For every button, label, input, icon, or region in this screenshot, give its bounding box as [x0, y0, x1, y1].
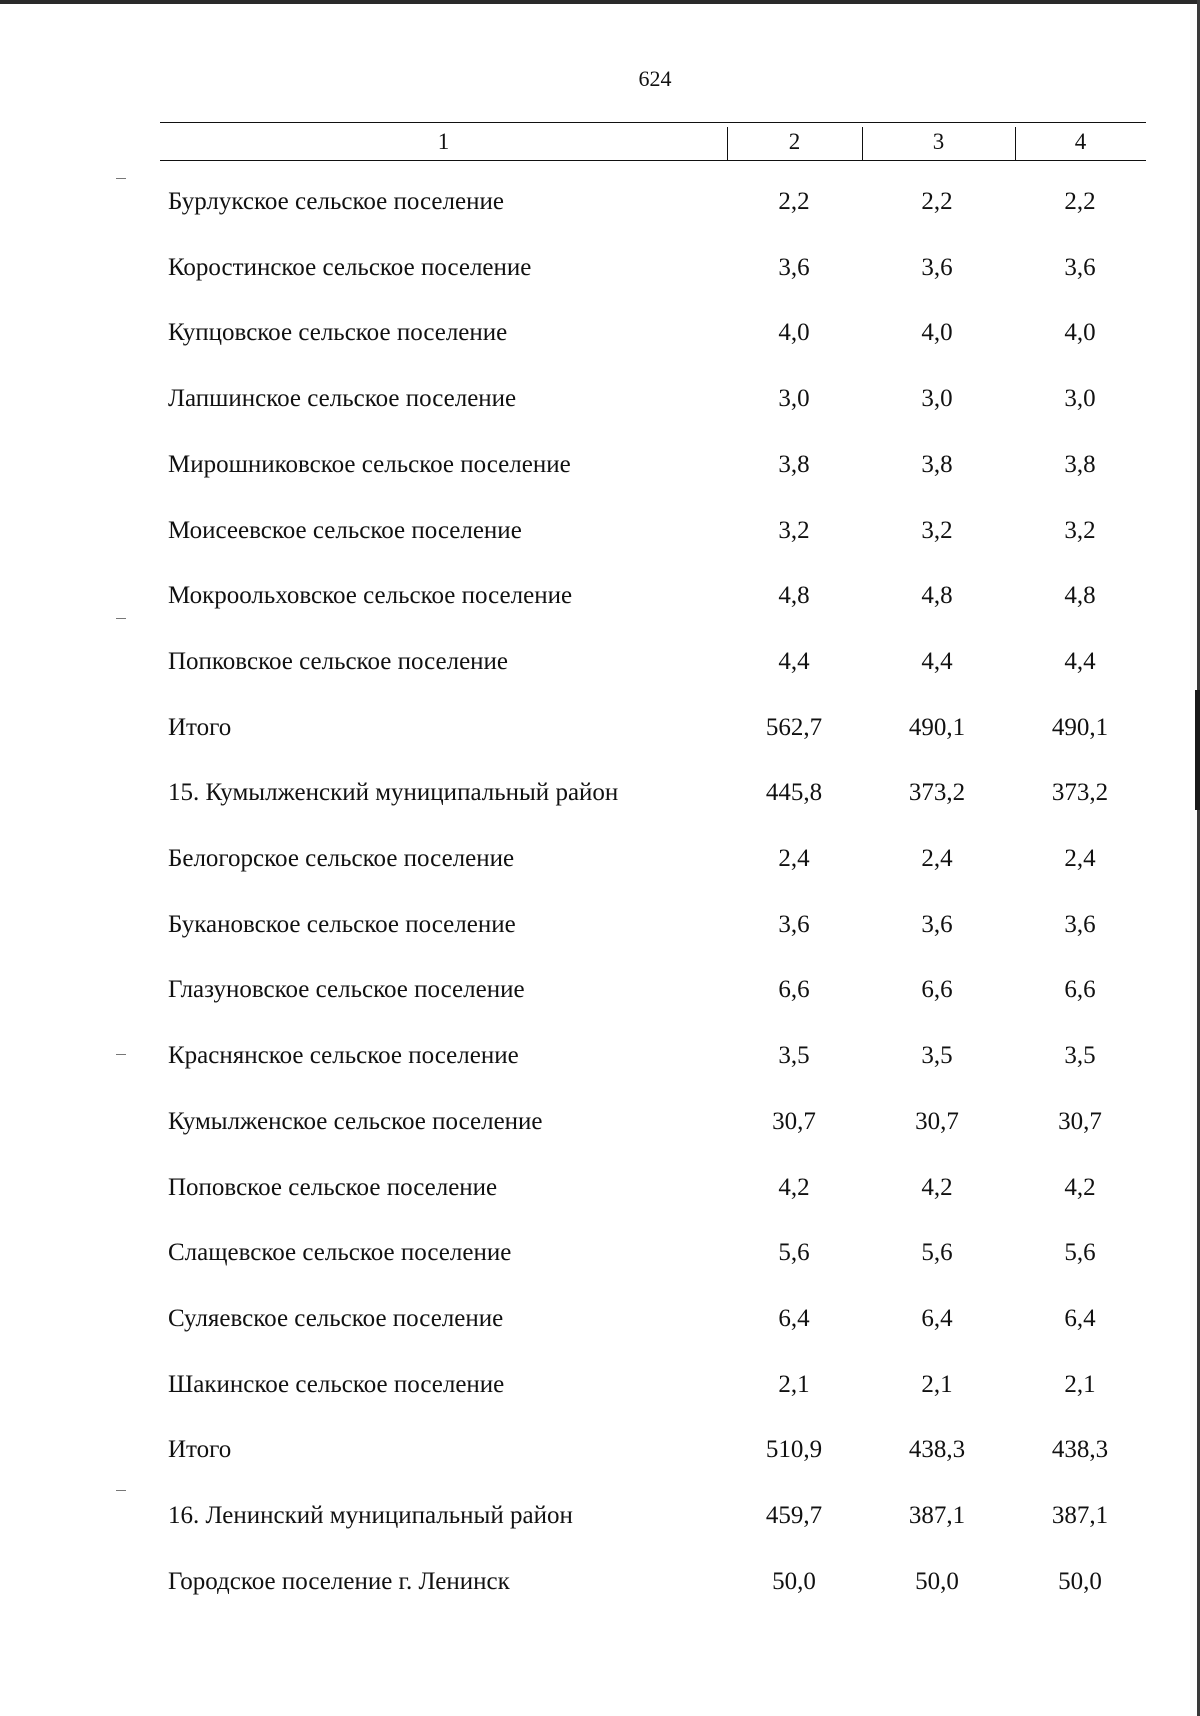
value-col-3: 3,6	[921, 254, 953, 281]
value-col-4: 438,3	[1051, 1436, 1109, 1463]
value-col-2: 6,6	[778, 976, 810, 1003]
value-col-4: 2,4	[1064, 845, 1096, 872]
table-row	[0, 1371, 1200, 1411]
table-row	[0, 1108, 1200, 1148]
row-label: Лапшинское сельское поселение	[168, 385, 517, 412]
value-col-4: 5,6	[1064, 1239, 1096, 1266]
value-col-3: 4,8	[921, 582, 953, 609]
row-label: Моисеевское сельское поселение	[168, 517, 522, 544]
value-col-2: 3,8	[778, 451, 810, 478]
value-col-2: 3,2	[778, 517, 810, 544]
value-col-3: 50,0	[915, 1568, 959, 1595]
row-label: Мокроольховское сельское поселение	[168, 582, 573, 609]
value-col-2: 2,4	[778, 845, 810, 872]
value-col-3: 373,2	[908, 779, 966, 806]
row-label: Попковское сельское поселение	[168, 648, 509, 675]
table-row	[0, 845, 1200, 885]
row-label: Итого	[168, 1436, 232, 1463]
value-col-4: 387,1	[1051, 1502, 1109, 1529]
row-label: Кумылженское сельское поселение	[168, 1108, 543, 1135]
column-header-2: 2	[788, 129, 801, 154]
row-label: Мирошниковское сельское поселение	[168, 451, 571, 478]
value-col-4: 4,8	[1064, 582, 1096, 609]
row-label: Коростинское сельское поселение	[168, 254, 532, 281]
row-label: 16. Ленинский муниципальный район	[168, 1502, 573, 1529]
value-col-4: 373,2	[1051, 779, 1109, 806]
row-label: Городское поселение г. Ленинск	[168, 1568, 510, 1595]
row-label: Белогорское сельское поселение	[168, 845, 515, 872]
table-row	[0, 1568, 1200, 1608]
row-label: Суляевское сельское поселение	[168, 1305, 504, 1332]
row-label: 15. Кумылженский муниципальный район	[168, 779, 619, 806]
row-label: Бурлукское сельское поселение	[168, 188, 504, 215]
table-row	[0, 714, 1200, 754]
value-col-3: 5,6	[921, 1239, 953, 1266]
value-col-3: 3,8	[921, 451, 953, 478]
value-col-2: 6,4	[778, 1305, 810, 1332]
row-label: Глазуновское сельское поселение	[168, 976, 525, 1003]
row-label: Букановское сельское поселение	[168, 911, 516, 938]
value-col-2: 3,6	[778, 254, 810, 281]
value-col-4: 3,6	[1064, 911, 1096, 938]
value-col-2: 445,8	[765, 779, 823, 806]
margin-tick	[116, 178, 126, 179]
value-col-4: 6,4	[1064, 1305, 1096, 1332]
row-label: Краснянское сельское поселение	[168, 1042, 519, 1069]
table-row	[0, 1305, 1200, 1345]
value-col-3: 4,4	[921, 648, 953, 675]
value-col-2: 2,2	[778, 188, 810, 215]
value-col-3: 6,4	[921, 1305, 953, 1332]
value-col-4: 2,2	[1064, 188, 1096, 215]
row-label: Поповское сельское поселение	[168, 1174, 498, 1201]
value-col-2: 3,6	[778, 911, 810, 938]
value-col-2: 3,0	[778, 385, 810, 412]
value-col-3: 30,7	[915, 1108, 959, 1135]
column-header-1: 1	[437, 129, 450, 154]
table-row	[0, 779, 1200, 819]
value-col-2: 2,1	[778, 1371, 810, 1398]
table-row	[0, 319, 1200, 359]
value-col-3: 3,6	[921, 911, 953, 938]
table-row	[0, 385, 1200, 425]
value-col-4: 3,0	[1064, 385, 1096, 412]
table-row	[0, 1436, 1200, 1476]
value-col-3: 387,1	[908, 1502, 966, 1529]
table-row	[0, 1174, 1200, 1214]
value-col-4: 3,6	[1064, 254, 1096, 281]
value-col-2: 50,0	[772, 1568, 816, 1595]
column-header-4: 4	[1074, 129, 1087, 154]
value-col-2: 30,7	[772, 1108, 816, 1135]
value-col-3: 3,2	[921, 517, 953, 544]
value-col-2: 459,7	[765, 1502, 823, 1529]
column-header-3: 3	[932, 129, 945, 154]
table-row	[0, 648, 1200, 688]
value-col-3: 4,0	[921, 319, 953, 346]
table-row	[0, 254, 1200, 294]
table-row	[0, 582, 1200, 622]
value-col-4: 30,7	[1058, 1108, 1102, 1135]
value-col-2: 4,4	[778, 648, 810, 675]
table-top-rule	[160, 122, 1146, 123]
row-label: Шакинское сельское поселение	[168, 1371, 505, 1398]
value-col-3: 2,4	[921, 845, 953, 872]
value-col-2: 562,7	[765, 714, 823, 741]
value-col-4: 4,0	[1064, 319, 1096, 346]
value-col-3: 438,3	[908, 1436, 966, 1463]
value-col-4: 3,8	[1064, 451, 1096, 478]
value-col-2: 4,0	[778, 319, 810, 346]
table-row	[0, 1239, 1200, 1279]
table-row	[0, 911, 1200, 951]
value-col-4: 3,5	[1064, 1042, 1096, 1069]
row-label: Итого	[168, 714, 232, 741]
value-col-4: 490,1	[1051, 714, 1109, 741]
table-row	[0, 188, 1200, 228]
value-col-3: 2,1	[921, 1371, 953, 1398]
value-col-4: 6,6	[1064, 976, 1096, 1003]
value-col-4: 50,0	[1058, 1568, 1102, 1595]
page-number: 624	[638, 66, 672, 91]
value-col-2: 4,2	[778, 1174, 810, 1201]
value-col-4: 2,1	[1064, 1371, 1096, 1398]
value-col-3: 3,0	[921, 385, 953, 412]
margin-tick	[116, 1490, 126, 1491]
value-col-2: 510,9	[765, 1436, 823, 1463]
table-row	[0, 1502, 1200, 1542]
value-col-2: 5,6	[778, 1239, 810, 1266]
row-label: Слащевское сельское поселение	[168, 1239, 512, 1266]
value-col-3: 2,2	[921, 188, 953, 215]
table-row	[0, 976, 1200, 1016]
scan-edge-top	[0, 0, 1200, 4]
value-col-4: 4,4	[1064, 648, 1096, 675]
table-row	[0, 517, 1200, 557]
value-col-4: 3,2	[1064, 517, 1096, 544]
table-row	[0, 451, 1200, 491]
table-row	[0, 1042, 1200, 1082]
table-header-rule	[160, 160, 1146, 161]
value-col-3: 490,1	[908, 714, 966, 741]
value-col-3: 4,2	[921, 1174, 953, 1201]
value-col-4: 4,2	[1064, 1174, 1096, 1201]
value-col-3: 6,6	[921, 976, 953, 1003]
row-label: Купцовское сельское поселение	[168, 319, 508, 346]
value-col-2: 4,8	[778, 582, 810, 609]
value-col-2: 3,5	[778, 1042, 810, 1069]
value-col-3: 3,5	[921, 1042, 953, 1069]
